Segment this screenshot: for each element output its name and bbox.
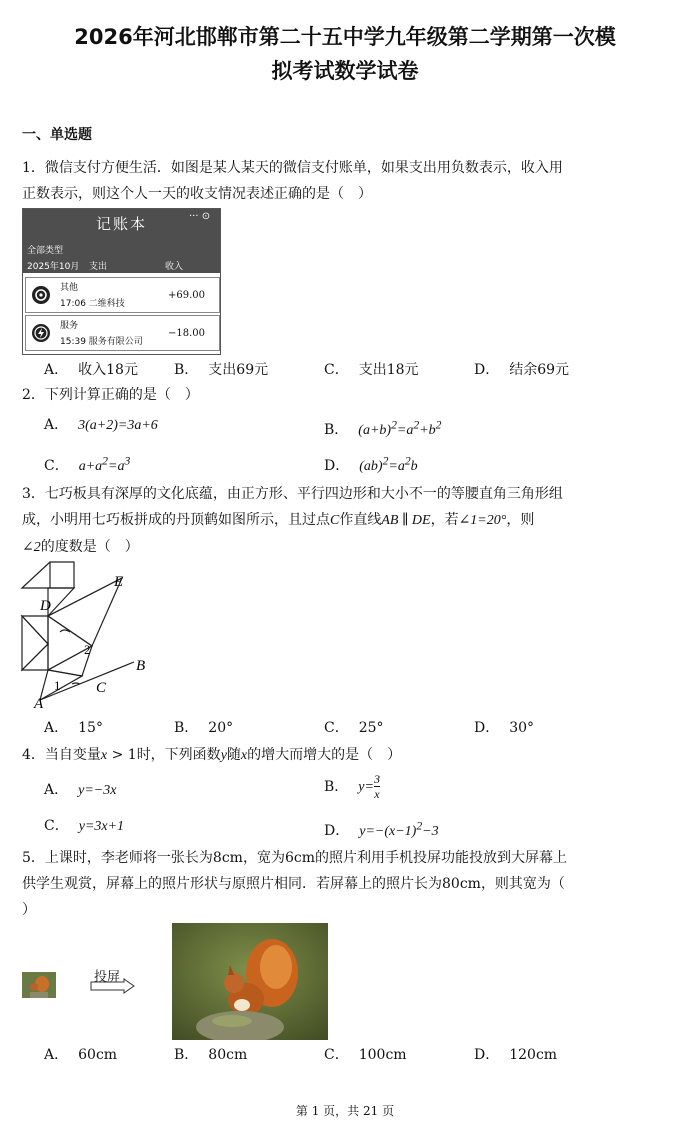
bill-row-amount: +69.00 (168, 290, 206, 301)
q5-option-d: D． 120cm (474, 1047, 558, 1063)
q1-option-d: D． 结余69元 (474, 362, 570, 378)
bill-row-time: 15:39 服务有限公司 (60, 337, 143, 347)
shopping-icon (32, 286, 50, 304)
question-1 (22, 155, 642, 207)
q4-option-d: D． $y=-(x-1)^2-3$ (324, 819, 439, 839)
label-b: B (136, 658, 146, 674)
q1-option-c: C． 支出18元 (324, 362, 419, 378)
question-2: 2．下列计算正确的是（ ） (22, 387, 199, 403)
tangram-crane-figure (18, 558, 153, 710)
bill-month: 2025年10月 (27, 262, 80, 272)
q2-option-b: B． $(a+b)^2=a^2+b^2$ (324, 418, 442, 438)
projection-arrow-icon (90, 978, 136, 994)
projection-label: 投屏 (94, 970, 121, 985)
question-5-line-3: ） (22, 902, 36, 918)
page-footer: 第 1 页，共 21 页 (295, 1104, 395, 1118)
question-5-line-1: 5．上课时，李老师将一张长为8cm，宽为6cm的照片利用手机投屏功能投放到大屏幕上 (22, 850, 567, 866)
q3-option-a: A． 15° (44, 720, 103, 736)
bill-filter: 全部类型 (27, 246, 64, 256)
q3-option-d: D． 30° (474, 720, 535, 736)
lightning-icon (32, 324, 50, 342)
q2-option-a: A． 3(a+2)=3a+6 (44, 417, 158, 433)
menu-icon: ··· ⊙ (189, 211, 211, 222)
page-title (0, 20, 690, 88)
section-heading: 一、单选题 (22, 127, 92, 143)
q4-option-a: A． y=−3x (44, 782, 117, 798)
label-a: A (34, 696, 44, 710)
question-3-line-2: 成，小明用七巧板拼成的丹顶鹤如图所示，且过点C作直线AB ∥ DE，若∠1=20°，则 (22, 512, 535, 528)
bill-row (25, 277, 220, 313)
q1-option-a: A． 收入18元 (44, 362, 138, 378)
bill-income-label: 收入 (165, 262, 184, 272)
q4-option-b: B． y= $\frac{3}{x}$ (324, 772, 380, 801)
large-squirrel-photo (172, 923, 328, 1040)
bill-row-name: 其他 (60, 283, 79, 293)
q3-option-b: B． 20° (174, 720, 234, 736)
bill-title: 记账本 (95, 215, 147, 233)
bill-row-name: 服务 (60, 321, 79, 331)
label-1: 1 (54, 678, 61, 693)
question-3-line-3: ∠2的度数是（ ） (22, 539, 139, 555)
label-d: D (40, 598, 51, 614)
bill-expense-label: 支出 (89, 262, 108, 272)
tangram-head (22, 562, 74, 588)
title-line-2: 拟考试数学试卷 (271, 59, 419, 83)
q4-option-c: C． y=3x+1 (44, 818, 125, 834)
q5-option-c: C． 100cm (324, 1047, 407, 1063)
bill-row-amount: −18.00 (168, 328, 206, 339)
q2-option-d: D． $(ab)^2=a^2b$ (324, 454, 418, 474)
label-e: E (114, 574, 124, 590)
wechat-bill-figure (22, 208, 221, 355)
bill-header (23, 209, 220, 273)
question-4: 4．当自变量x > 1时，下列函数y随x的增大而增大的是（ ） (22, 747, 402, 763)
question-5-line-2: 供学生观赏，屏幕上的照片形状与原照片相同．若屏幕上的照片长为80cm，则其宽为（ (22, 876, 565, 892)
small-squirrel-photo (22, 972, 56, 998)
label-c: C (96, 680, 107, 696)
question-3 (22, 481, 642, 561)
bill-row-time: 17:06 二维科技 (60, 299, 125, 309)
question-3-line-1: 3．七巧板具有深厚的文化底蕴，由正方形、平行四边形和大小不一的等腰直角三角形组 (22, 486, 563, 502)
q2-option-c: C． $a+a^2=a^3$ (44, 454, 131, 474)
question-1-line-1: 1．微信支付方便生活．如图是某人某天的微信支付账单，如果支出用负数表示，收入用 (22, 160, 563, 176)
question-1-line-2: 正数表示，则这个人一天的收支情况表述正确的是（ ） (22, 186, 372, 202)
q5-option-b: B． 80cm (174, 1047, 248, 1063)
label-2: 2 (84, 642, 91, 657)
title-line-1: 2026年河北邯郸市第二十五中学九年级第二学期第一次模 (74, 25, 616, 49)
bill-row (25, 315, 220, 351)
q5-option-a: A． 60cm (44, 1047, 118, 1063)
q3-option-c: C． 25° (324, 720, 384, 736)
question-5 (22, 845, 642, 923)
q1-option-b: B． 支出69元 (174, 362, 269, 378)
